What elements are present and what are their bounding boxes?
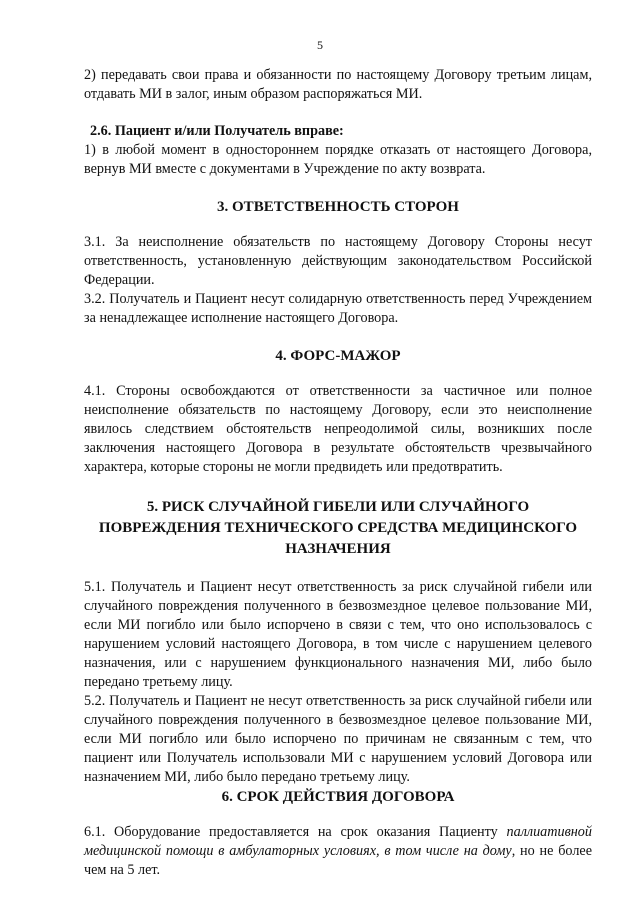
clause-2-item-2: 2) передавать свои права и обязанности по настоящему Договору третьим лицам, отдавать МИ в залог, иным образом распоряжаться МИ. [84,67,592,102]
section-3-heading: 3. ОТВЕТСТВЕННОСТЬ СТОРОН [217,199,459,215]
section-5-heading-line-1: 5. РИСК СЛУЧАЙНОЙ ГИБЕЛИ ИЛИ СЛУЧАЙНОГО [146,499,530,515]
section-4-heading: 4. ФОРС-МАЖОР [275,348,401,364]
document-body [84,66,592,880]
section-5-heading-line-2: ПОВРЕЖДЕНИЯ ТЕХНИЧЕСКОГО СРЕДСТВА МЕДИЦИНСКОГО [98,520,578,536]
section-5-heading-line-3: НАЗНАЧЕНИЯ [285,541,391,557]
clause-6-1-italic: паллиативной медицинской помощи в амбулаторных условиях, в том числе на дому [84,824,592,859]
clause-5-2: 5.2. Получатель и Пациент не несут ответственность за риск случайной гибели или случайного повреждения полученного в безвозмездное целевое пользование МИ, если МИ погибло или было испорчено по причинам не связанным с тем, что пациент или Получатель использовали МИ с нарушением условий Договора или назначением МИ, либо было передано третьему лицу. [84,693,592,785]
clause-3-2: 3.2. Получатель и Пациент несут солидарную ответственность перед Учреждением за ненадлежащее исполнение настоящего Договора. [84,291,592,326]
clause-3-1: 3.1. За неисполнение обязательств по настоящему Договору Стороны несут ответственность, установленную действующим законодательством Российской Федерации. [84,234,592,288]
clause-2-6-item-1: 1) в любой момент в одностороннем порядке отказать от настоящего Договора, вернув МИ вместе с документами в Учреждение по акту возврата. [84,142,592,177]
clause-6-1-text-b: , но не более чем на 5 лет. [84,843,592,878]
clause-2-6-title: 2.6. Пациент и/или Получатель вправе: [90,123,344,139]
section-5-heading [84,497,592,560]
clause-6-1-text-a: 6.1. Оборудование предоставляется на срок оказания Пациенту [84,824,507,840]
section-6-heading: 6. СРОК ДЕЙСТВИЯ ДОГОВОРА [221,789,455,805]
clause-4-1: 4.1. Стороны освобождаются от ответственности за частичное или полное неисполнение обязательств по настоящему Договору, если это неисполнение явилось следствием обстоятельств непреодолимой силы, возникших после заключения настоящего Договора в результате обстоятельств чрезвычайного характера, которые стороны не могли предвидеть или предотвратить. [84,383,592,475]
clause-5-1: 5.1. Получатель и Пациент несут ответственность за риск случайной гибели или случайного повреждения полученного в безвозмездное целевое пользование МИ, если МИ погибло или было испорчено в связи с тем, что оно использовалось с нарушением условий настоящего Договора, в том числе с нарушением целевого назначения, или с нарушением функционального назначения МИ, либо было передано третьему лицу. [84,579,592,690]
clause-6-1 [84,823,592,880]
page-number: 5 [317,38,323,52]
